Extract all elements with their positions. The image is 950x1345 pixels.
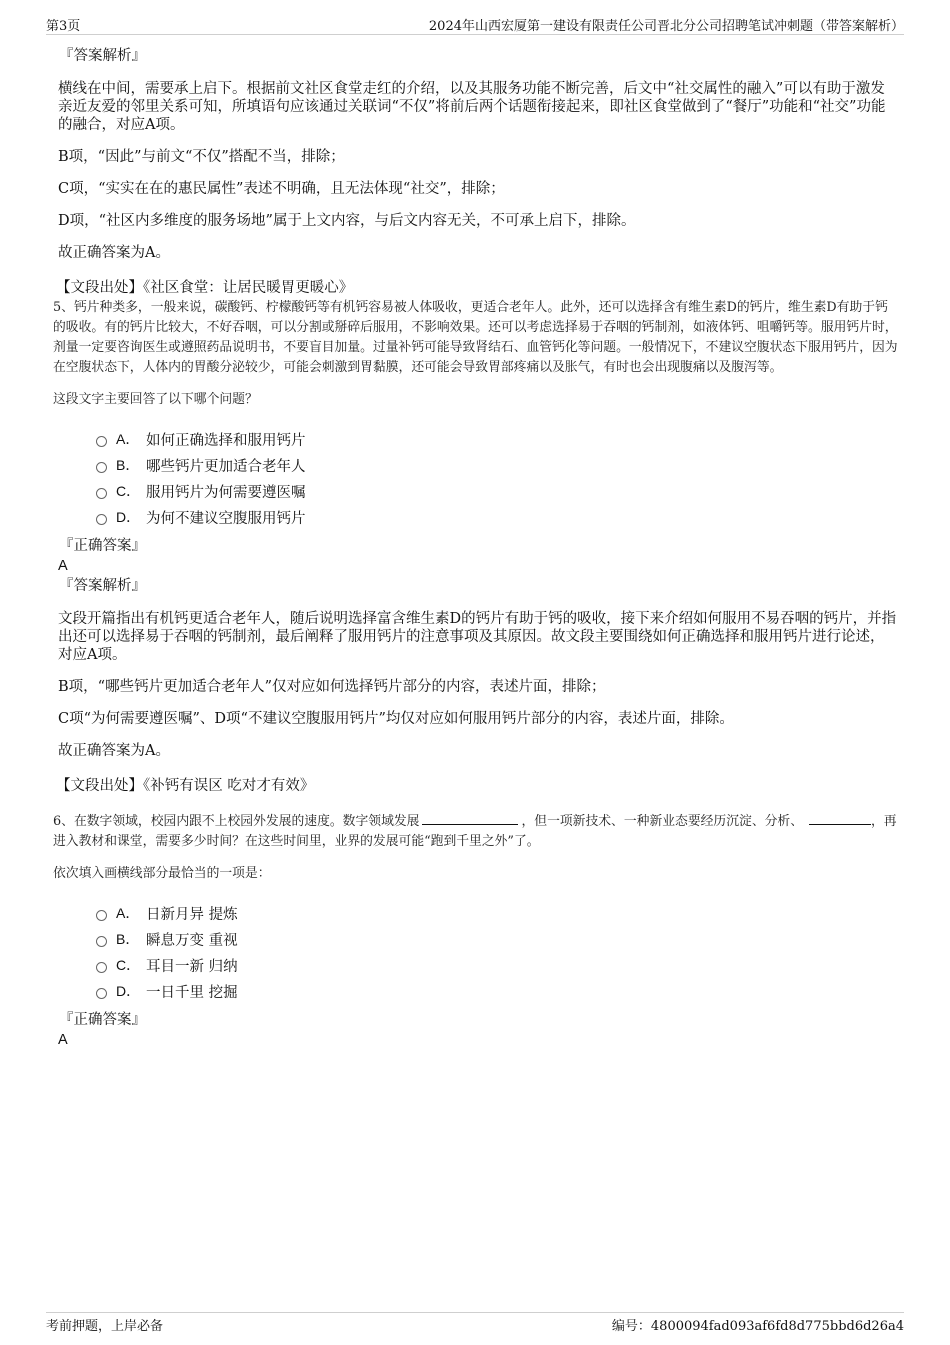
correct-answer-label: 『正确答案』: [59, 1012, 146, 1028]
document-id: 编号：4800094fad093af6fd8d775bbd6d26a4: [611, 1319, 904, 1334]
question-6-prompt: 依次填入画横线部分最恰当的一项是：: [53, 866, 271, 881]
radio-icon[interactable]: [96, 988, 107, 999]
analysis-paragraph: C项，“实实在在的惠民属性”表述不明确，且无法体现“社交”，排除；: [58, 181, 505, 197]
radio-icon[interactable]: [96, 462, 107, 473]
page-content: [53, 46, 898, 1050]
document-title: 2024年山西宏厦第一建设有限责任公司晋北分公司招聘笔试冲刺题（带答案解析）: [428, 19, 904, 34]
option-text: 瞬息万变 重视: [146, 932, 238, 949]
radio-icon[interactable]: [96, 962, 107, 973]
option-letter: C．: [116, 483, 141, 499]
option-text: 一日千里 挖掘: [146, 984, 238, 1001]
question-6-options: [96, 900, 898, 1004]
option-b[interactable]: [96, 926, 898, 952]
question-6-text: 6、在数字领域，校园内跟不上校园外发展的速度。数字领域发展 ，但一项新技术、一种新业态要经历沉淀、分析、 ，再进入教材和课堂，需要多少时间？在这些时间里，业界的发展可能“跑到千里之外”了。: [53, 814, 897, 849]
option-c[interactable]: [96, 478, 898, 504]
analysis-paragraph: D项，“社区内多维度的服务场地”属于上文内容，与后文内容无关，不可承上启下，排除。: [58, 213, 636, 229]
option-text: 耳目一新 归纳: [146, 958, 238, 975]
radio-icon[interactable]: [96, 436, 107, 447]
option-letter: C．: [116, 957, 141, 973]
option-letter: D．: [116, 983, 141, 999]
option-text: 日新月异 提炼: [146, 906, 238, 923]
analysis-label: 『答案解析』: [59, 578, 146, 594]
option-letter: A．: [116, 905, 140, 921]
analysis-paragraph: 横线在中间，需要承上启下。根据前文社区食堂走红的介绍，以及其服务功能不断完善，后文中“社交属性的融入”可以有助于激发亲近友爱的邻里关系可知，所填语句应该通过关联词“不仅”将前后两个话题衔接起来，即社区食堂做到了“餐厅”功能和“社交”功能的融合，对应A项。: [58, 81, 886, 133]
option-letter: B．: [116, 457, 140, 473]
radio-icon[interactable]: [96, 936, 107, 947]
radio-icon[interactable]: [96, 514, 107, 525]
option-text: 哪些钙片更加适合老年人: [146, 458, 306, 475]
analysis-paragraph: 文段开篇指出有机钙更适合老年人，随后说明选择富含维生素D的钙片有助于钙的吸收，接下来介绍如何服用不易吞咽的钙片，并指出还可以选择易于吞咽的钙制剂，最后阐释了服用钙片的注意事项及其原因。故文段主要围绕如何正确选择和服用钙片进行论述，对应A项。: [58, 611, 897, 663]
analysis-paragraph: B项，“因此”与前文“不仅”搭配不当，排除；: [58, 149, 345, 165]
option-letter: B．: [116, 931, 140, 947]
correct-answer-label: 『正确答案』: [59, 538, 146, 554]
option-d[interactable]: [96, 504, 898, 530]
analysis-label: 『答案解析』: [59, 48, 146, 64]
correct-answer: A: [58, 1032, 68, 1048]
option-text: 为何不建议空腹服用钙片: [146, 510, 306, 527]
option-b[interactable]: [96, 452, 898, 478]
page-footer: [46, 1312, 904, 1335]
correct-answer: A: [58, 558, 68, 574]
page-header: [46, 12, 904, 35]
analysis-paragraph: B项，“哪些钙片更加适合老年人”仅对应如何选择钙片部分的内容，表述片面，排除；: [58, 679, 606, 695]
option-a[interactable]: [96, 426, 898, 452]
analysis-paragraph: C项“为何需要遵医嘱”、D项“不建议空腹服用钙片”均仅对应如何服用钙片部分的内容，表述片面，排除。: [58, 711, 734, 727]
radio-icon[interactable]: [96, 910, 107, 921]
analysis-paragraph: 故正确答案为A。: [58, 743, 170, 759]
option-a[interactable]: [96, 900, 898, 926]
option-letter: D．: [116, 509, 141, 525]
fill-blank: [809, 812, 871, 825]
option-d[interactable]: [96, 978, 898, 1004]
question-5-options: [96, 426, 898, 530]
passage-source: 【文段出处】《社区食堂：让居民暖胃更暖心》: [56, 280, 354, 296]
option-text: 服用钙片为何需要遵医嘱: [146, 484, 306, 501]
page-number: 第3页: [46, 19, 81, 34]
passage-source: 【文段出处】《补钙有误区 吃对才有效》: [56, 778, 315, 794]
footer-slogan: 考前押题，上岸必备: [46, 1319, 164, 1334]
option-c[interactable]: [96, 952, 898, 978]
question-5-text: 5、钙片种类多，一般来说，碳酸钙、柠檬酸钙等有机钙容易被人体吸收，更适合老年人。此外，还可以选择含有维生素D的钙片，维生素D有助于钙的吸收。有的钙片比较大，不好吞咽，可以分割或掰碎后服用，不影响效果。还可以考虑选择易于吞咽的钙制剂，如液体钙、咀嚼钙等。服用钙片时，剂量一定要咨询医生或遵照药品说明书，不要盲目加量。过量补钙可能导致肾结石、血管钙化等问题。一般情况下，不建议空腹状态下服用钙片，因为在空腹状态下，人体内的胃酸分泌较少，可能会刺激到胃黏膜，还可能会导致胃部疼痛以及胀气，有时也会出现腹痛以及腹泻等。: [53, 300, 898, 375]
analysis-paragraph: 故正确答案为A。: [58, 245, 170, 261]
fill-blank: [422, 812, 518, 825]
option-text: 如何正确选择和服用钙片: [146, 432, 306, 449]
question-5-prompt: 这段文字主要回答了以下哪个问题？: [53, 392, 258, 407]
option-letter: A．: [116, 431, 140, 447]
radio-icon[interactable]: [96, 488, 107, 499]
